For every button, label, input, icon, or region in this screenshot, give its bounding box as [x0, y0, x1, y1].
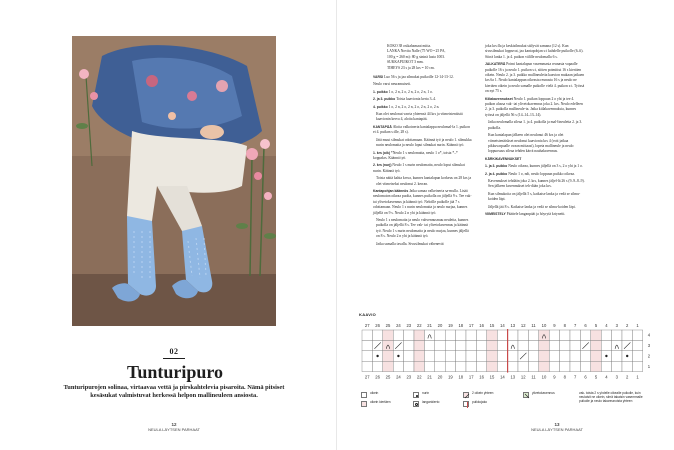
chart-cell — [466, 351, 476, 361]
chart-cell — [518, 340, 528, 350]
page-number: 13 — [554, 422, 560, 427]
right-page — [337, 0, 674, 450]
chart-cell — [414, 351, 424, 361]
pattern-intro: Tunturipurojen solinaa, virtaavaa vettä ja pirskahtelevia pisaroita. Nämä pitsiset kesäsukat valmistuvat herkessä helpon mallineuleen ansiosta. — [63, 384, 285, 399]
chart-cell — [539, 361, 549, 371]
instruction-paragraph — [373, 163, 473, 174]
specs-block — [373, 44, 473, 71]
chart-cell — [497, 361, 507, 371]
chart-cell — [539, 340, 549, 350]
photo-illustration — [72, 36, 276, 326]
column-number: 17 — [468, 323, 474, 328]
chart-cell — [508, 361, 518, 371]
chart-cell — [424, 351, 434, 361]
instruction-paragraph — [485, 97, 585, 119]
purl-dot — [605, 355, 607, 357]
column-number: 19 — [448, 374, 453, 380]
chart-cell — [362, 351, 372, 361]
column-number: 14 — [500, 323, 505, 328]
chart-cell — [570, 351, 580, 361]
chart-cell — [580, 330, 590, 340]
chart-cell — [404, 351, 414, 361]
column-number: 23 — [406, 374, 412, 380]
instruction-paragraph — [373, 105, 473, 110]
chart-cell — [612, 340, 622, 350]
chart-cell — [622, 330, 632, 340]
pattern-number: 02 — [169, 347, 179, 356]
column-number: 17 — [468, 374, 474, 380]
instruction-lead: 2. ja 4. puikko — [485, 171, 509, 176]
magazine-name: NEULA LÄYTSEN PARHAAT — [148, 427, 200, 432]
chart-grid — [357, 320, 657, 388]
chart-cell — [383, 361, 393, 371]
legend-label: langankierto — [422, 400, 440, 404]
row-number: 4 — [647, 332, 651, 338]
column-number: 5 — [594, 374, 598, 380]
instruction-text: Aloita valkoinerta kantalappu neulomal-la 1. puikon ei 4. puikon s:ille, 28 s). — [373, 124, 470, 135]
chart-cell — [518, 330, 528, 340]
column-number: 7 — [574, 323, 577, 328]
column-number: 13 — [510, 323, 516, 328]
chart-cell — [476, 351, 486, 361]
legend-item — [413, 392, 429, 398]
chart-cell — [528, 351, 538, 361]
column-number: 12 — [520, 374, 526, 380]
chart-cell — [414, 330, 424, 340]
column-number: 24 — [396, 323, 401, 328]
instruction-text: Neulo 1 s neulomatta ja neulo vahvennusmuu neuletta, kunnes puikolla on jäljellä 8 s. Tee vak- tai ylivetokavennus ja käännä työ. Neulo 1 s nurin neulomatta ja neulo nurjaa, kunnes jäljellä on 8 s. Neulo 2 n yht ja käännä työ. — [376, 217, 469, 239]
column-number: 23 — [406, 323, 412, 328]
instruction-paragraph — [373, 82, 473, 87]
column-number: 2 — [626, 323, 629, 328]
instruction-paragraph — [485, 192, 585, 203]
chart-cell — [497, 340, 507, 350]
chart-cell — [528, 340, 538, 350]
chart-cell — [612, 361, 622, 371]
chart-cell — [445, 351, 455, 361]
column-number: 1 — [636, 374, 639, 380]
chart-cell — [612, 351, 622, 361]
column-number: 25 — [385, 323, 391, 328]
instructions-column-1 — [373, 44, 473, 249]
column-number: 18 — [458, 374, 464, 380]
chart-cell — [497, 351, 507, 361]
instruction-paragraph — [485, 44, 585, 60]
chart-cell — [362, 330, 372, 340]
chart-cell — [456, 340, 466, 350]
instruction-text: Neulo oikeaa, kunnes jäljellä on 3 s, 2 o yht ja 1 o. — [508, 164, 583, 169]
legend-swatch — [463, 401, 469, 407]
instruction-text: Jäljellä jää 8 s. Katkaise lanka ja vedä se silmu-koiden läpi. — [488, 204, 576, 209]
chart-cell — [404, 361, 414, 371]
chart-cell — [466, 340, 476, 350]
spec-line: SUKKAPUIKOT 3 mm. — [387, 60, 424, 65]
instruction-text: Toista kaavionia kerta 3–4. — [396, 97, 437, 102]
instruction-paragraph — [373, 242, 473, 247]
legend-swatch — [413, 392, 419, 398]
purl-dot — [397, 355, 399, 357]
chart-cell — [528, 330, 538, 340]
column-1-body — [373, 75, 473, 247]
photo-socks — [72, 36, 276, 326]
spec-line: LANKA Novita Nalle (75 WO • 25 PA, — [387, 49, 446, 54]
chart-cell — [528, 361, 538, 371]
chart-cell — [549, 351, 559, 361]
legend-item — [361, 392, 378, 398]
folio-left — [104, 422, 244, 432]
chart-cell — [549, 330, 559, 340]
legend-item — [361, 401, 391, 407]
column-number: 10 — [541, 323, 547, 328]
column-number: 26 — [375, 323, 380, 328]
chart-cell — [372, 361, 382, 371]
chart-cell — [591, 330, 601, 340]
column-number: 13 — [510, 374, 516, 380]
chart-cell — [435, 351, 445, 361]
chart-cell — [622, 361, 632, 371]
instruction-text: Kun silmukoita on jäljellä 5 s, katkaise lanka ja vedä se silmu-koiden läpi. — [488, 191, 581, 202]
instruction-text: Jatka samalla tavalla. Sivusilmukat vähenevät — [376, 241, 444, 246]
instruction-text: *Neulo 1 s neulomatta, neulo 1 o*, toista *–* koppakrs. Käännä työ. — [373, 150, 458, 160]
instruction-text: Neulo 1 s nurin neulomatta, neulo loput silmukat nurin. Käännä työ. — [373, 163, 465, 173]
chart-cell — [404, 340, 414, 350]
chart-cell — [612, 330, 622, 340]
instruction-text: Jätä muut silmukat odottamaan. Käännä työ ja neulo 1. silmukka nurin neulomatta ja neulo loput silmukat nurin. Käännä työ. — [376, 137, 472, 148]
chart-cell — [591, 340, 601, 350]
column-number: 12 — [520, 323, 526, 328]
chart-cell — [591, 351, 601, 361]
spec-line: TIHEYS 23 s ja 28 krs = 10 cm. — [387, 65, 435, 70]
column-number: 4 — [605, 323, 608, 328]
chart-cell — [580, 351, 590, 361]
legend-label: oikein kiertäen — [370, 400, 391, 404]
column-number: 10 — [541, 374, 547, 380]
instruction-lead: 1. puikko — [373, 89, 389, 94]
instruction-paragraph — [373, 218, 473, 240]
instruction-text: Jatka samaa valkeinerta sa-mulla. Lisää neulomaton oikeaa puolta, kunnes puikolla on jäljellä 9 s. Tee vak- tai ylivetokavennus ja käännä työ. Neloille puikolle jää 7 s odottamaan. Neulo 1 s nurin neulomatta ja neulo nurjaa, kunnes jäljellä on 9 s. Neulo 2 n yht ja käännä työ. — [373, 188, 472, 215]
column-number: 24 — [396, 374, 401, 380]
legend-note — [579, 392, 651, 403]
instruction-paragraph — [485, 120, 585, 131]
column-number: 4 — [605, 374, 608, 380]
chart-cell — [362, 340, 372, 350]
chart-cell — [487, 340, 497, 350]
chart-cell — [414, 340, 424, 350]
chart-cell — [372, 330, 382, 340]
column-number: 6 — [584, 323, 587, 328]
instruction-lead: VIIMEISTELY — [485, 211, 507, 216]
column-number: 22 — [416, 323, 422, 328]
instruction-paragraph — [485, 157, 585, 162]
instruction-lead: Kantapohjan käännös — [373, 188, 410, 193]
chart-cell — [435, 361, 445, 371]
instruction-paragraph — [485, 179, 585, 190]
chart-cell — [487, 330, 497, 340]
chart-cell — [404, 330, 414, 340]
column-number: 2 — [626, 374, 629, 380]
instruction-lead: 2. krs (nurj) — [373, 163, 393, 168]
instruction-lead: 4. puikko — [373, 104, 389, 109]
column-number: 11 — [531, 323, 536, 328]
instruction-text: Poimi kantalapun vasemmasta reunasta vapaalle puikolle 16 s ja neulo 1. puikon s:t, siitten poimittut 16 s kiertäen oikein. Neulo 2. ja 3. puikko mallineuletta kaavion mukaan jatkaen krs 6a 1. Neulo kantalappun oikeasta reunasta 16 s ja neulo ne kiertäen oikein ja neulo samalle puikolle vielä 4. puikon s:t. Työssä on nyt 75 s. — [485, 62, 585, 94]
column-number: 26 — [375, 374, 380, 380]
chart-cell — [518, 361, 528, 371]
column-number: 15 — [489, 374, 495, 380]
column-number: 7 — [574, 374, 577, 380]
chart-cell — [456, 361, 466, 371]
chart-cell — [570, 330, 580, 340]
chart-cell — [549, 340, 559, 350]
legend-swatch — [413, 401, 419, 407]
instruction-paragraph — [485, 205, 585, 210]
column-number: 5 — [594, 323, 598, 328]
legend-label: 2 oikein yhteen — [472, 391, 494, 395]
instruction-text: Neulo 1 o, ndt, neulo loppuun puikko oikeaa. — [508, 171, 575, 176]
chart-cell — [560, 330, 570, 340]
legend-swatch — [361, 392, 367, 398]
instruction-text: Neulo varsi neuramuiseti. — [373, 82, 411, 87]
spec-line: KOKO 38 ostkahamaat mitta. — [387, 44, 432, 48]
chart-cell — [383, 330, 393, 340]
chart-cell — [435, 330, 445, 340]
chart-cell — [456, 351, 466, 361]
column-number: 25 — [385, 374, 391, 380]
chart-cell — [601, 340, 611, 350]
instruction-paragraph — [485, 133, 585, 155]
legend-item — [463, 401, 487, 407]
chart-legend — [361, 392, 651, 408]
chart-cell — [476, 340, 486, 350]
chart-cell — [445, 340, 455, 350]
instruction-lead: VARSI — [373, 75, 385, 80]
instruction-paragraph — [373, 112, 473, 123]
chart-cell — [466, 330, 476, 340]
purl-dot — [376, 355, 378, 357]
column-number: 21 — [427, 323, 432, 328]
chart-cell — [632, 340, 642, 350]
column-number: 8 — [563, 323, 566, 328]
chart-cell — [487, 361, 497, 371]
instruction-paragraph — [373, 75, 473, 80]
instruction-text: Luo 56 s ja jaa silmukat puikoille 12-14-13-12. — [384, 75, 454, 80]
chart-cell — [383, 340, 393, 350]
legend-swatch — [361, 401, 367, 407]
column-number: 15 — [489, 323, 495, 328]
column-number: 1 — [636, 323, 639, 328]
chart-cell — [560, 340, 570, 350]
page-number: 12 — [171, 422, 177, 427]
legend-item — [463, 392, 493, 398]
chart-cell — [632, 330, 642, 340]
instruction-text: Kun olet neulonut varrta yhteensä 44 krs ja viimeistenäistä kaavionin kerva 4, aloita kantapää. — [376, 112, 463, 122]
column-number: 16 — [479, 374, 484, 380]
chart-cell — [476, 330, 486, 340]
column-number: 27 — [364, 323, 370, 328]
legend-swatch — [463, 392, 469, 398]
chart-cell — [632, 351, 642, 361]
instruction-text: Neulo 1. puikon loppuun 2 o yht ja tee 4. puikon alussa vak- tai ylivetokavennus joka 2. krs. Neulo edelleen 2. ja 3. puikolla mallineule-ta. Jatka kiilakavennuksia, kunnes työssä on jäljellä 56 s (14–14–13–14). — [485, 96, 583, 117]
instruction-paragraph — [373, 97, 473, 102]
row-number: 2 — [647, 353, 651, 359]
column-number: 9 — [553, 323, 556, 328]
instruction-lead: Kiilakavennukset — [485, 96, 514, 101]
chart-cell — [487, 351, 497, 361]
chart-cell — [539, 330, 549, 340]
chart-cell — [601, 361, 611, 371]
chart-cell — [362, 361, 372, 371]
chart-cell — [424, 361, 434, 371]
legend-note-text: vak- toista 2 s yhdelle oikealle puikolle, kuin neulaisit ne oikein, siirrä takaisin vasemmalle puikolle ja neulo takareunoista yhteen — [579, 391, 643, 403]
column-number: 18 — [458, 323, 464, 328]
instruction-text: joka krs:lla ja keskisilmukat säilyvät samana (12 s). Kun sivusilmukat loppuvat, jaa kantapohjan s:t kahdelle puikolle (6–6). Siirrä lanka 1. ja 4. puikon välille neulomalla 6 s. — [485, 44, 584, 59]
column-number: 6 — [584, 374, 587, 380]
column-number: 22 — [416, 374, 422, 380]
chart-cell — [580, 361, 590, 371]
title-rule — [163, 358, 185, 359]
chart-cell — [445, 361, 455, 371]
instruction-lead: KÄRKIKAVENNUKSET — [485, 156, 522, 161]
legend-label: puikkojako — [472, 400, 488, 404]
knitting-chart — [357, 320, 657, 388]
chart-cell — [383, 351, 393, 361]
instruction-paragraph — [373, 151, 473, 162]
purl-dot — [626, 355, 628, 357]
column-number: 9 — [553, 374, 556, 380]
folio-right — [487, 422, 627, 432]
instruction-lead: 1. krs (oik) — [373, 150, 391, 155]
chart-cell — [393, 330, 403, 340]
column-number: 20 — [437, 374, 443, 380]
column-number: 11 — [531, 374, 536, 380]
chart-cell — [508, 340, 518, 350]
chart-cell — [549, 361, 559, 371]
column-number: 3 — [615, 323, 618, 328]
instruction-text: Toista näitä kahta krsva, kunnes kantalapun korkeus on 28 krs ja olet viimeiseksi neulonut 2. kerran. — [376, 176, 472, 186]
legend-label: ylivetokavennus — [532, 391, 555, 395]
legend-swatch — [523, 392, 529, 398]
instruction-text: 1 o, 2 n, 2 o, 2 n, 2 o, 2 n, 1 o. — [388, 89, 433, 94]
instruction-paragraph — [485, 62, 585, 94]
chart-cell — [632, 361, 642, 371]
instruction-text: 1 o, 2 n, 2 o, 2 n, 2 o, 2 n, 2 o, 2 n. — [388, 104, 440, 109]
instruction-lead: KANTAPÄÄ — [373, 124, 393, 129]
instruction-paragraph — [373, 125, 473, 136]
column-number: 27 — [364, 374, 370, 380]
chart-cell — [570, 361, 580, 371]
pattern-title: Tunturipuro — [126, 362, 224, 382]
column-2-body — [485, 44, 585, 217]
legend-label: oikein — [370, 391, 379, 395]
instruction-lead: 1. ja 3. puikko — [485, 164, 509, 169]
chart-cell — [591, 361, 601, 371]
column-number: 19 — [448, 323, 453, 328]
instruction-paragraph — [373, 176, 473, 187]
chart-cell — [424, 340, 434, 350]
chart-cell — [456, 330, 466, 340]
chart-title: KAAVIO — [359, 312, 377, 317]
magazine-name: NEULA LÄYTSEN PARHAAT — [531, 427, 583, 432]
instruction-lead: 2. ja 3. puikko — [373, 97, 397, 102]
instruction-text: Päättele langanpäät ja höyrytä krtyneiti. — [506, 211, 566, 216]
column-number: 14 — [500, 374, 505, 380]
instruction-paragraph — [485, 172, 585, 177]
instruction-paragraph — [485, 212, 585, 217]
instruction-text: Jatka neulomalla sileaa 1. ja 4. puikolla ja mal-lineuletta 2. ja 3. puikolla. — [488, 120, 583, 130]
instruction-paragraph — [485, 164, 585, 169]
instruction-paragraph — [373, 189, 473, 216]
column-number: 3 — [615, 374, 618, 380]
chart-cell — [497, 330, 507, 340]
chart-cell — [539, 351, 549, 361]
instruction-lead: JALKATERÄ — [485, 62, 507, 67]
row-number: 3 — [647, 343, 651, 349]
chart-cell — [445, 330, 455, 340]
spec-line: 100 g = 260 m): 80 g sininä lusta 1003. — [387, 54, 446, 59]
chart-cell — [424, 330, 434, 340]
chart-cell — [560, 351, 570, 361]
chart-cell — [393, 361, 403, 371]
legend-label: nurin — [422, 391, 430, 395]
instruction-text: Kavennukset tehdään joka 2. krs, kunnes jäljel-lä 26 s (9–9–8–9). Sen jälkeen kavennukset teh-dään joka krs. — [488, 178, 585, 189]
column-number: 21 — [427, 374, 432, 380]
chart-cell — [414, 361, 424, 371]
chart-cell — [508, 330, 518, 340]
instruction-paragraph — [373, 90, 473, 95]
chart-cell — [601, 330, 611, 340]
instructions-column-2 — [485, 44, 585, 219]
column-number: 20 — [437, 323, 443, 328]
chart-cell — [570, 340, 580, 350]
chart-cell — [476, 361, 486, 371]
instruction-paragraph — [373, 138, 473, 149]
chart-cell — [560, 361, 570, 371]
column-number: 16 — [479, 323, 484, 328]
row-number: 1 — [647, 363, 651, 369]
legend-item — [523, 392, 555, 398]
chart-cell — [435, 340, 445, 350]
chart-cell — [466, 361, 476, 371]
chart-cell — [508, 351, 518, 361]
column-number: 8 — [563, 374, 566, 380]
instruction-text: Kun kantalapun jälkeen olet neulonut 46 krs ja olet viimeistenäiskset neulonut kaavionia krs 4 (voit jatkaa pikkuvarpaalle ovaan mittaasi), lopeta mallineule ja neulo loppuosuus sileaa tehden kärrä nauhakavennus. — [488, 133, 574, 154]
legend-item — [413, 401, 439, 407]
